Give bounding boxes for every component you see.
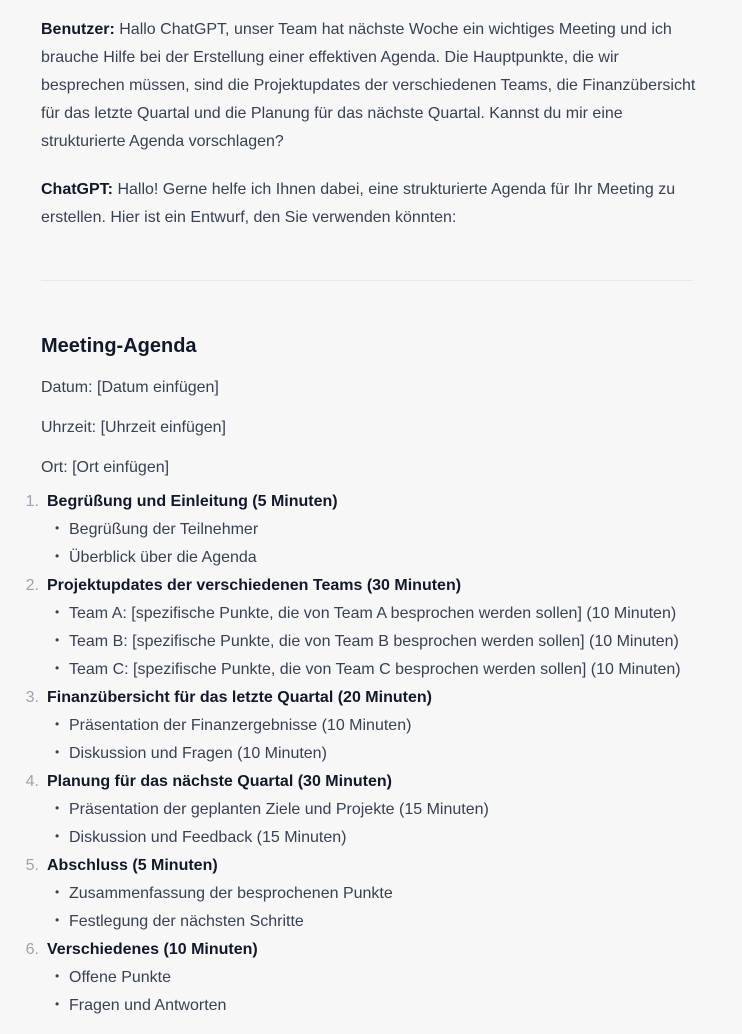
agenda-item <box>0 936 701 1020</box>
assistant-message <box>41 176 701 232</box>
agenda-subitem <box>47 600 701 628</box>
agenda-subitem-text: Zusammenfassung der besprochenen Punkte <box>69 885 393 902</box>
agenda-subitems <box>47 600 701 684</box>
agenda-item-number: 4. <box>25 773 39 790</box>
bullet-icon: • <box>55 717 60 731</box>
agenda-subitem <box>47 824 701 852</box>
agenda-subitem-text: Offene Punkte <box>69 969 171 986</box>
agenda-item <box>0 488 701 572</box>
agenda-subitem-text: Festlegung der nächsten Schritte <box>69 913 304 930</box>
agenda-subitems <box>47 516 701 572</box>
agenda-item <box>0 768 701 852</box>
bullet-icon: • <box>55 549 60 563</box>
agenda-subitem-text: Begrüßung der Teilnehmer <box>69 521 259 538</box>
agenda-date: Datum: [Datum einfügen] <box>41 379 219 396</box>
agenda-item-number: 1. <box>25 493 39 510</box>
agenda-subitem <box>47 628 701 656</box>
bullet-icon: • <box>55 829 60 843</box>
agenda-time: Uhrzeit: [Uhrzeit einfügen] <box>41 419 226 436</box>
agenda-item-number: 5. <box>25 857 39 874</box>
bullet-icon: • <box>55 605 60 619</box>
agenda-subitems <box>47 712 701 768</box>
agenda-list <box>0 488 701 1020</box>
agenda-subitem <box>47 964 701 992</box>
agenda-item-title: Begrüßung und Einleitung (5 Minuten) <box>47 493 338 510</box>
agenda-subitems <box>47 964 701 1020</box>
agenda-subitem-text: Team C: [spezifische Punkte, die von Team C besprochen werden sollen] (10 Minuten) <box>69 661 681 678</box>
agenda-subitem <box>47 740 701 768</box>
agenda-subitem <box>47 712 701 740</box>
user-message <box>41 16 701 156</box>
agenda-subitem <box>47 516 701 544</box>
agenda-subitem <box>47 880 701 908</box>
agenda-item-title: Verschiedenes (10 Minuten) <box>47 941 258 958</box>
user-text: Hallo ChatGPT, unser Team hat nächste Woche ein wichtiges Meeting und ich brauche Hilfe bei der Erstellung einer effektiven Agenda. Die Hauptpunkte, die wir besprechen müssen, sind die Projektupdates der verschiedenen Teams, die Finanzübersicht für das letzte Quartal und die Planung für das nächste Quartal. Kannst du mir eine strukturierte Agenda vorschlagen? <box>41 21 696 150</box>
bullet-icon: • <box>55 969 60 983</box>
agenda-subitem <box>47 796 701 824</box>
agenda-item-title: Abschluss (5 Minuten) <box>47 857 218 874</box>
agenda-subitem-text: Fragen und Antworten <box>69 997 227 1014</box>
bullet-icon: • <box>55 633 60 647</box>
bullet-icon: • <box>55 801 60 815</box>
agenda-item <box>0 684 701 768</box>
agenda-item-number: 3. <box>25 689 39 706</box>
agenda-item-title: Planung für das nächste Quartal (30 Minuten) <box>47 773 392 790</box>
bullet-icon: • <box>55 997 60 1011</box>
agenda-heading: Meeting-Agenda <box>41 335 197 357</box>
agenda-subitem-text: Diskussion und Feedback (15 Minuten) <box>69 829 347 846</box>
agenda-subitem <box>47 908 701 936</box>
agenda-subitem <box>47 656 701 684</box>
agenda-subitem-text: Präsentation der geplanten Ziele und Projekte (15 Minuten) <box>69 801 489 818</box>
bullet-icon: • <box>55 521 60 535</box>
assistant-label: ChatGPT: <box>41 181 113 198</box>
agenda-item <box>0 852 701 936</box>
agenda-subitem-text: Überblick über die Agenda <box>69 549 257 566</box>
agenda-item-title: Finanzübersicht für das letzte Quartal (20 Minuten) <box>47 689 432 706</box>
agenda-subitem <box>47 992 701 1020</box>
agenda-subitem-text: Team B: [spezifische Punkte, die von Team B besprochen werden sollen] (10 Minuten) <box>69 633 679 650</box>
agenda-subitem-text: Diskussion und Fragen (10 Minuten) <box>69 745 327 762</box>
user-label: Benutzer: <box>41 21 115 38</box>
agenda-subitems <box>47 796 701 852</box>
agenda-item <box>0 572 701 684</box>
bullet-icon: • <box>55 885 60 899</box>
agenda-place: Ort: [Ort einfügen] <box>41 459 170 476</box>
bullet-icon: • <box>55 661 60 675</box>
assistant-text: Hallo! Gerne helfe ich Ihnen dabei, eine strukturierte Agenda für Ihr Meeting zu erstellen. Hier ist ein Entwurf, den Sie verwenden könnten: <box>41 181 676 226</box>
agenda-subitem-text: Präsentation der Finanzergebnisse (10 Minuten) <box>69 717 412 734</box>
agenda-subitems <box>47 880 701 936</box>
bullet-icon: • <box>55 745 60 759</box>
message-content <box>25 16 701 1020</box>
bullet-icon: • <box>55 913 60 927</box>
divider <box>41 280 693 281</box>
agenda-subitem <box>47 544 701 572</box>
agenda-item-number: 6. <box>25 941 39 958</box>
agenda-item-title: Projektupdates der verschiedenen Teams (30 Minuten) <box>47 577 462 594</box>
agenda-subitem-text: Team A: [spezifische Punkte, die von Team A besprochen werden sollen] (10 Minuten) <box>69 605 677 622</box>
agenda-item-number: 2. <box>25 577 39 594</box>
